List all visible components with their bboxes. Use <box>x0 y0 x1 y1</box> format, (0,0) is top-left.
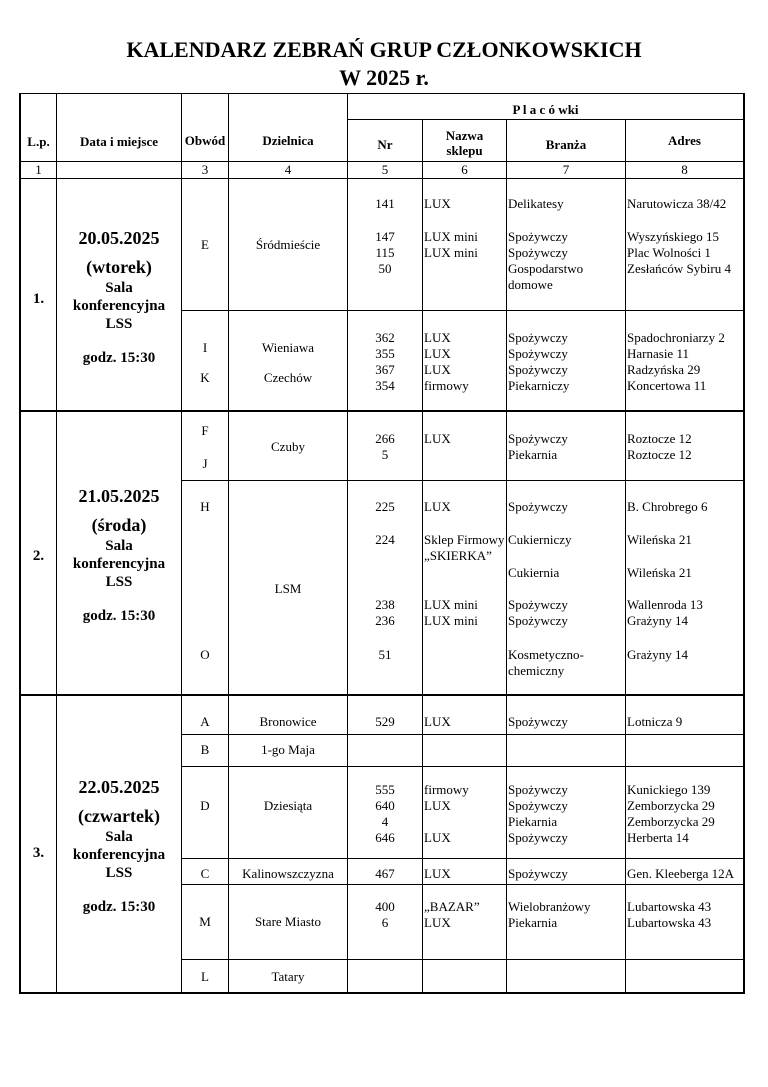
meeting-date-block <box>57 776 181 916</box>
header-dzielnica: Dzielnica <box>262 133 314 148</box>
shop-name: LUX <box>424 196 451 211</box>
shop-nr: 640 <box>375 798 395 813</box>
meeting-weekday: (czwartek) <box>78 806 160 826</box>
shop-address: Grażyny 14 <box>627 613 689 628</box>
meeting-time: godz. 15:30 <box>82 899 156 915</box>
shop-name: LUX <box>424 714 451 729</box>
shop-address: Wyszyńskiego 15 <box>627 229 720 244</box>
shop-address: Wallenroda 13 <box>627 597 703 612</box>
header-nazwa: Nazwa sklepu <box>445 128 484 158</box>
obwod-code: B <box>200 742 210 757</box>
shop-nr: 354 <box>375 378 395 393</box>
obwod-code: C <box>200 866 210 881</box>
shop-address: Zemborzycka 29 <box>627 814 715 829</box>
shop-branch: Cukiernia <box>508 565 560 580</box>
shop-address: Wileńska 21 <box>627 532 692 547</box>
shop-address: Herberta 14 <box>627 830 689 845</box>
header-lp: L.p. <box>27 134 50 149</box>
shop-branch: Spożywczy <box>508 431 568 446</box>
shop-name: „BAZAR” <box>424 899 480 914</box>
shop-address: Radzyńska 29 <box>627 362 701 377</box>
shop-address: Harnasie 11 <box>627 346 689 361</box>
shop-branch: Spożywczy <box>508 866 568 881</box>
meeting-place: Sala konferencyjna LSS <box>72 280 166 332</box>
district-name: Kalinowszczyzna <box>242 866 334 881</box>
shop-branch: Piekarnia <box>508 814 558 829</box>
shop-address: Roztocze 12 <box>627 447 692 462</box>
header-placowki: P l a c ó wki <box>512 102 579 117</box>
shop-branch: Spożywczy <box>508 613 568 628</box>
shop-name: LUX mini <box>424 613 478 628</box>
obwod-code: M <box>199 914 211 929</box>
meeting-date-block <box>57 485 181 625</box>
shop-nr: 141 <box>375 196 395 211</box>
shop-branch: Cukierniczy <box>508 532 572 547</box>
shop-address: Koncertowa 11 <box>627 378 707 393</box>
shop-name: LUX <box>424 431 451 446</box>
shop-nr: 224 <box>375 532 395 547</box>
district-name: Czechów <box>263 370 313 385</box>
shop-nr: 362 <box>375 330 395 345</box>
shop-address: Zesłańców Sybiru 4 <box>627 261 731 276</box>
obwod-code: F <box>201 423 209 438</box>
district-name: Bronowice <box>259 714 317 729</box>
obwod-code: E <box>201 237 209 252</box>
obwod-code: K <box>200 370 210 385</box>
column-number: 5 <box>381 162 389 177</box>
shop-nr: 266 <box>375 431 395 446</box>
shop-branch: Delikatesy <box>508 196 564 211</box>
obwod-code: O <box>200 647 210 662</box>
shop-branch: Spożywczy <box>508 597 568 612</box>
shop-name: LUX <box>424 915 451 930</box>
shop-address: Spadochroniarzy 2 <box>627 330 725 345</box>
shop-nr: 646 <box>375 830 395 845</box>
shop-nr: 367 <box>375 362 395 377</box>
column-number: 8 <box>681 162 688 177</box>
meeting-weekday: (środa) <box>91 515 147 535</box>
obwod-code: H <box>200 499 210 514</box>
shop-name: LUX <box>424 866 451 881</box>
shop-address: Grażyny 14 <box>627 647 689 662</box>
meeting-time: godz. 15:30 <box>82 350 156 366</box>
shop-address: Wileńska 21 <box>627 565 692 580</box>
shop-branch: Spożywczy <box>508 830 568 845</box>
meeting-place: Sala konferencyjna LSS <box>72 538 166 590</box>
column-number: 1 <box>35 162 42 177</box>
district-name: 1-go Maja <box>261 742 315 757</box>
shop-branch: Piekarnia <box>508 447 558 462</box>
meeting-weekday: (wtorek) <box>86 257 152 277</box>
shop-name: LUX <box>424 362 451 377</box>
district-name: LSM <box>274 581 302 596</box>
district-name: Śródmieście <box>255 237 321 252</box>
shop-nr: 236 <box>375 613 395 628</box>
district-name: Tatary <box>271 969 305 984</box>
header-branza: Branża <box>545 137 587 152</box>
shop-address: Narutowicza 38/42 <box>627 196 727 211</box>
shop-branch: Spożywczy <box>508 714 568 729</box>
shop-branch: Wielobranżowy <box>508 899 591 914</box>
shop-address: Roztocze 12 <box>627 431 692 446</box>
shop-name: LUX mini <box>424 229 478 244</box>
shop-nr: 5 <box>381 447 389 462</box>
shop-branch: Spożywczy <box>508 229 568 244</box>
shop-name: LUX mini <box>424 245 478 260</box>
shop-nr: 115 <box>375 245 395 260</box>
shop-name: firmowy <box>424 782 469 797</box>
district-name: Wieniawa <box>261 340 315 355</box>
shop-address: Lubartowska 43 <box>627 915 712 930</box>
header-data: Data i miejsce <box>80 134 158 149</box>
shop-name: LUX <box>424 798 451 813</box>
district-name: Stare Miasto <box>254 914 322 929</box>
obwod-code: I <box>202 340 208 355</box>
column-number: 7 <box>562 162 570 177</box>
shop-nr: 238 <box>375 597 395 612</box>
shop-branch: Spożywczy <box>508 499 568 514</box>
column-number: 6 <box>461 162 468 177</box>
shop-name: LUX <box>424 499 451 514</box>
header-nr: Nr <box>377 137 393 152</box>
column-number: 3 <box>201 162 209 177</box>
shop-name: LUX <box>424 330 451 345</box>
shop-address: Plac Wolności 1 <box>627 245 711 260</box>
shop-branch: Piekarniczy <box>508 378 570 393</box>
shop-branch: Spożywczy <box>508 330 568 345</box>
meeting-date: 22.05.2025 <box>78 777 160 797</box>
shop-name: firmowy <box>424 378 469 393</box>
page-title: KALENDARZ ZEBRAŃ GRUP CZŁONKOWSKICH <box>126 37 642 62</box>
shop-address: B. Chrobrego 6 <box>627 499 708 514</box>
shop-nr: 4 <box>381 814 389 829</box>
shop-address: Lotnicza 9 <box>627 714 683 729</box>
obwod-code: A <box>200 714 210 729</box>
shop-nr: 147 <box>375 229 395 244</box>
shop-branch: Gospodarstwo domowe <box>508 261 584 292</box>
shop-name: LUX <box>424 346 451 361</box>
shop-name: LUX mini <box>424 597 478 612</box>
shop-nr: 555 <box>375 782 395 797</box>
obwod-code: J <box>202 456 208 471</box>
shop-address: Lubartowska 43 <box>627 899 712 914</box>
shop-branch: Kosmetyczno-chemiczny <box>508 647 584 678</box>
shop-nr: 225 <box>375 499 395 514</box>
shop-branch: Spożywczy <box>508 782 568 797</box>
shop-nr: 6 <box>381 915 389 930</box>
meeting-date: 20.05.2025 <box>78 228 160 248</box>
meeting-time: godz. 15:30 <box>82 608 156 624</box>
obwod-code: L <box>201 969 209 984</box>
district-name: Czuby <box>271 439 305 454</box>
shop-address: Gen. Kleeberga 12A <box>627 866 734 881</box>
shop-branch: Piekarnia <box>508 915 558 930</box>
shop-nr: 51 <box>378 647 392 662</box>
page-subtitle: W 2025 r. <box>339 65 429 90</box>
shop-branch: Spożywczy <box>508 245 568 260</box>
shop-branch: Spożywczy <box>508 362 568 377</box>
meeting-lp: 3. <box>32 845 45 861</box>
meeting-date-block <box>57 227 181 367</box>
meeting-date: 21.05.2025 <box>78 486 160 506</box>
header-obwod: Obwód <box>184 133 226 148</box>
column-number: 4 <box>284 162 292 177</box>
shop-branch: Spożywczy <box>508 346 568 361</box>
shop-address: Kunickiego 139 <box>627 782 711 797</box>
meeting-place: Sala konferencyjna LSS <box>72 829 166 881</box>
header-adres: Adres <box>668 133 701 148</box>
shop-nr: 355 <box>375 346 395 361</box>
meeting-lp: 1. <box>32 291 45 307</box>
obwod-code: D <box>200 798 210 813</box>
shop-address: Zemborzycka 29 <box>627 798 715 813</box>
shop-nr: 400 <box>375 899 395 914</box>
shop-nr: 467 <box>375 866 395 881</box>
meeting-lp: 2. <box>32 548 45 564</box>
shop-name: Sklep Firmowy „SKIERKA” <box>424 532 505 563</box>
shop-nr: 50 <box>378 261 392 276</box>
shop-nr: 529 <box>375 714 395 729</box>
shop-branch: Spożywczy <box>508 798 568 813</box>
shop-name: LUX <box>424 830 451 845</box>
district-name: Dziesiąta <box>263 798 313 813</box>
